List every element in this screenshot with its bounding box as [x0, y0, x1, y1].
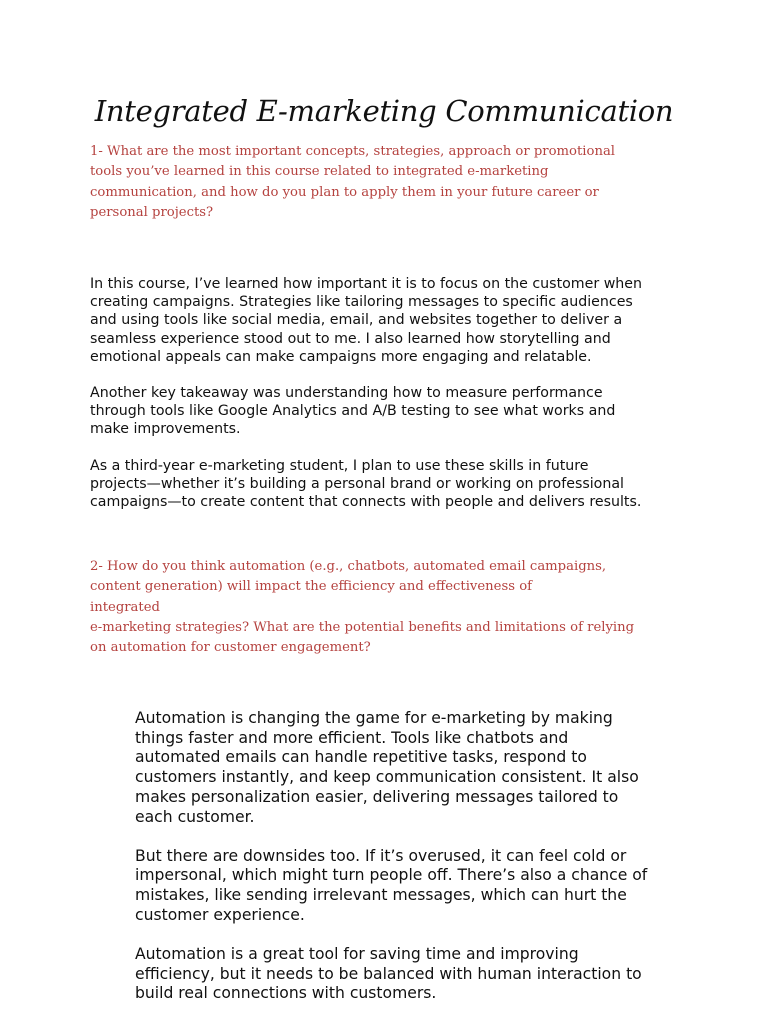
question-1: [90, 142, 680, 223]
question-1-line: communication, and how do you plan to apply them in your future career or: [90, 184, 599, 200]
answer-1: [90, 275, 690, 529]
question-2-line: 2- How do you think automation (e.g., chatbots, automated email campaigns,: [90, 559, 607, 574]
question-2-line: content generation) will impact the efficiency and effectiveness of: [90, 579, 533, 595]
question-2-line: on automation for customer engagement?: [90, 640, 371, 656]
text-line: Automation is changing the game for e-marketing by making: [135, 709, 613, 727]
text-line: customer experience.: [135, 905, 305, 924]
text-line: mistakes, like sending irrelevant messages, which can hurt the: [135, 886, 627, 905]
question-1-line: tools you’ve learned in this course related to integrated e-marketing: [90, 164, 549, 180]
text-line: automated emails can handle repetitive tasks, respond to: [135, 748, 587, 767]
text-line: seamless experience stood out to me. I also learned how storytelling and: [90, 330, 611, 347]
answer-2-paragraph-2: [135, 847, 695, 926]
answer-1-paragraph-2: [90, 384, 690, 439]
question-2: [90, 557, 680, 658]
text-line: campaigns—to create content that connects with people and delivers results.: [90, 494, 642, 511]
text-line: impersonal, which might turn people off. There’s also a chance of: [135, 866, 648, 885]
answer-2: [135, 709, 695, 1024]
text-line: But there are downsides too. If it’s overused, it can feel cold or: [135, 846, 627, 865]
question-1-line: personal projects?: [90, 204, 214, 220]
text-line: In this course, I’ve learned how important it is to focus on the customer when: [90, 276, 643, 292]
text-line: and using tools like social media, email, and websites together to deliver a: [90, 312, 623, 329]
text-line: Automation is a great tool for saving time and improving: [135, 945, 579, 964]
text-line: things faster and more efficient. Tools like chatbots and: [135, 728, 569, 747]
text-line: projects—whether it’s building a personal brand or working on professional: [90, 475, 624, 492]
answer-1-paragraph-3: [90, 457, 690, 512]
answer-2-paragraph-1: [135, 709, 695, 827]
text-line: through tools like Google Analytics and A/B testing to see what works and: [90, 403, 616, 420]
question-2-line: integrated: [90, 599, 160, 615]
question-2-line: e-marketing strategies? What are the potential benefits and limitations of relying: [90, 619, 635, 635]
question-1-line: 1- What are the most important concepts, strategies, approach or promotional: [90, 144, 616, 159]
answer-1-paragraph-1: [90, 275, 690, 366]
answer-2-paragraph-3: [135, 945, 695, 1004]
text-line: creating campaigns. Strategies like tailoring messages to specific audiences: [90, 294, 633, 311]
text-line: make improvements.: [90, 421, 241, 438]
text-line: Another key takeaway was understanding how to measure performance: [90, 385, 603, 402]
text-line: build real connections with customers.: [135, 984, 437, 1003]
text-line: each customer.: [135, 807, 255, 826]
text-line: emotional appeals can make campaigns more engaging and relatable.: [90, 348, 592, 365]
document-title: Integrated E-marketing Communication: [94, 94, 674, 128]
text-line: makes personalization easier, delivering messages tailored to: [135, 787, 619, 806]
text-line: As a third-year e-marketing student, I plan to use these skills in future: [90, 457, 589, 474]
text-line: customers instantly, and keep communication consistent. It also: [135, 768, 639, 787]
text-line: efficiency, but it needs to be balanced with human interaction to: [135, 964, 642, 983]
